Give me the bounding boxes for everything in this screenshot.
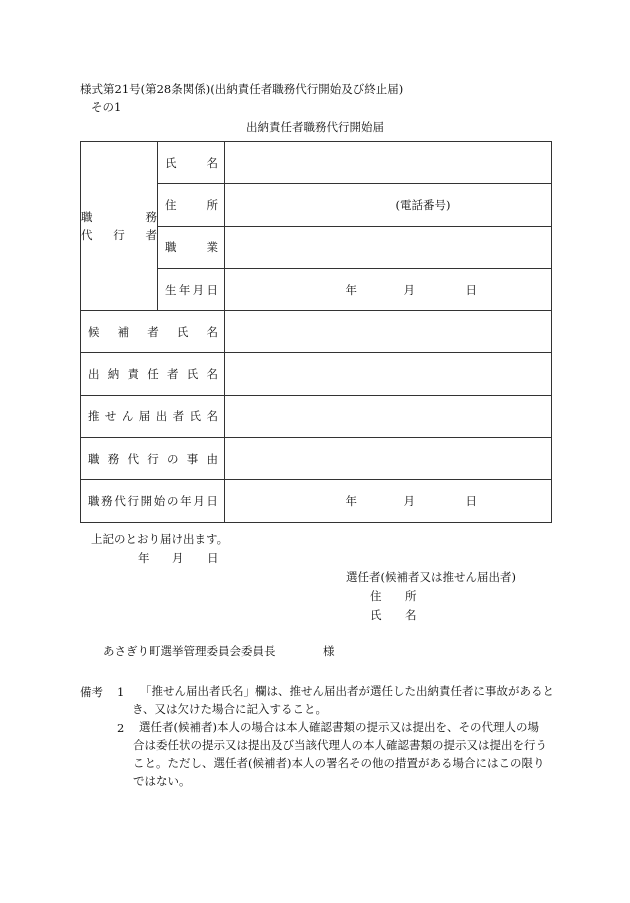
birthdate-label: 生 年 月 日	[158, 268, 225, 310]
name-label: 氏 名	[158, 142, 225, 184]
notification-table	[80, 141, 552, 523]
form-number: 様式第21号(第28条関係)(出納責任者職務代行開始及び終止届)	[80, 82, 404, 96]
submitter-name-label-2: 名	[405, 608, 417, 622]
form-part: その1	[91, 100, 122, 114]
submission-date-month: 月	[172, 551, 184, 565]
address-label: 住 所	[158, 184, 225, 226]
form-title: 出納責任者職務代行開始届	[246, 120, 384, 134]
candidate-name-field[interactable]	[225, 311, 552, 353]
name-field[interactable]	[225, 142, 552, 184]
row-reason	[81, 438, 552, 480]
phone-label: (電話番号)	[395, 197, 451, 212]
note-1: 「推せん届出者氏名」欄は、推せん届出者が選任した出納責任者に事故があると き、又は欠けた場合に記入すること。	[132, 684, 554, 716]
address-field[interactable]	[225, 184, 552, 226]
submitter-address-label-2: 所	[405, 589, 417, 603]
submitter-title: 選任者(候補者又は推せん届出者)	[346, 570, 516, 584]
acting-person-label-line1: 職 務	[81, 210, 157, 225]
addressee-name: あさぎり町選挙管理委員会委員長	[103, 644, 276, 658]
submitter-name-label-1: 氏	[370, 608, 382, 622]
acting-person-label-line2: 代 行 者	[81, 228, 157, 243]
reason-label: 職 務 代 行 の 事 由	[81, 438, 225, 480]
recommender-name-label: 推 せ ん 届 出 者 氏 名	[81, 395, 225, 437]
note-2-number: 2	[117, 721, 125, 735]
row-candidate-name	[81, 311, 552, 353]
recommender-name-field[interactable]	[225, 395, 552, 437]
birthdate-field[interactable]: 年 月 日	[225, 268, 552, 310]
submission-date-year: 年	[138, 551, 150, 565]
treasurer-name-label: 出 納 責 任 者 氏 名	[81, 353, 225, 395]
start-date-label: 職 務 代 行 開 始 の 年 月 日	[81, 480, 225, 522]
row-treasurer-name	[81, 353, 552, 395]
submission-date-day: 日	[207, 551, 219, 565]
start-date-field[interactable]: 年 月 日	[225, 480, 552, 522]
row-recommender-name	[81, 395, 552, 437]
occupation-label: 職 業	[158, 226, 225, 268]
row-name	[81, 142, 552, 184]
candidate-name-label: 候 補 者 氏 名	[81, 311, 225, 353]
reason-field[interactable]	[225, 438, 552, 480]
notes-heading: 備考	[80, 685, 103, 699]
treasurer-name-field[interactable]	[225, 353, 552, 395]
statement: 上記のとおり届け出ます。	[91, 532, 229, 546]
submitter-address-label-1: 住	[370, 589, 382, 603]
occupation-field[interactable]	[225, 226, 552, 268]
row-start-date	[81, 480, 552, 522]
note-2: 選任者(候補者)本人の場合は本人確認書類の提示又は提出を、その代理人の場 合は委任状の提示又は提出及び当該代理人の本人確認書類の提示又は提出を行う こと。ただし、選任者(候補者)本人の署名その他の措置がある場合にはこの限り ではない。	[133, 720, 547, 788]
acting-person-label	[81, 142, 158, 311]
note-1-number: 1	[117, 685, 125, 699]
addressee-honorific: 様	[323, 644, 335, 658]
